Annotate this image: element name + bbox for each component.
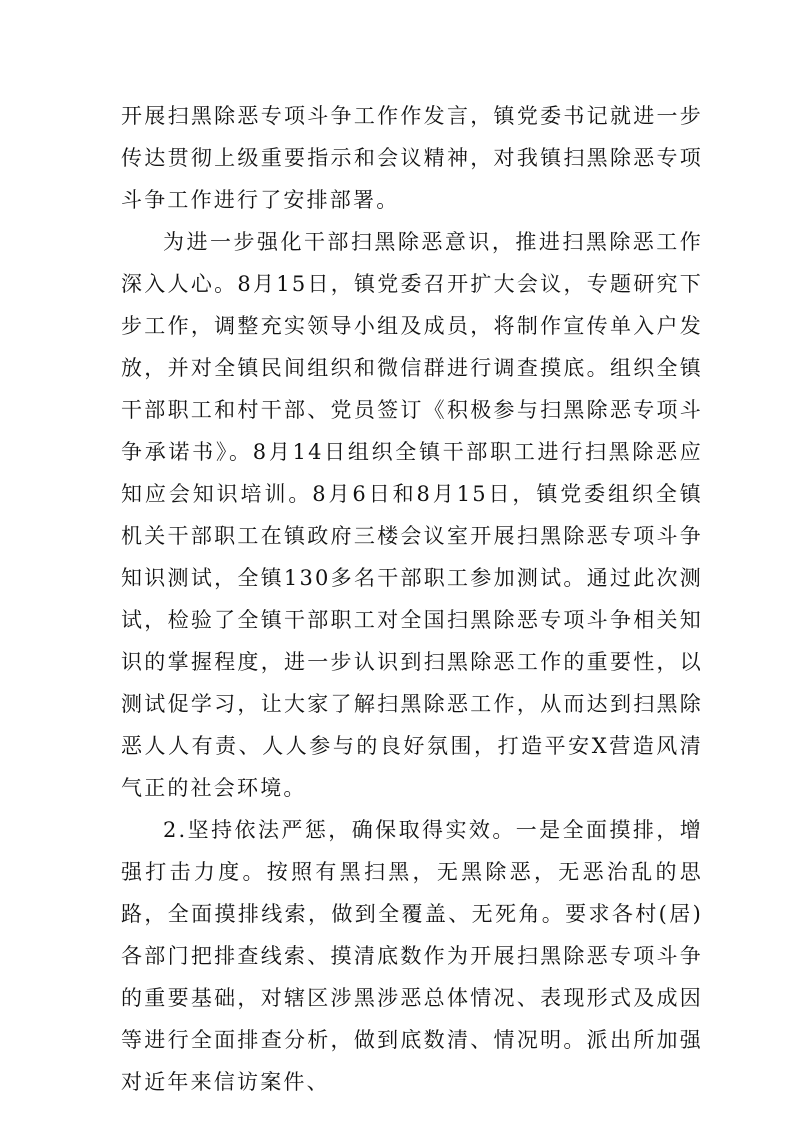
paragraph-awareness: 为进一步强化干部扫黑除恶意识，推进扫黑除恶工作深入人心。8月15日，镇党委召开扩大会议，专题研究下步工作，调整充实领导小组及成员，将制作宣传单入户发放，并对全镇民间组织和微信群进行调查摸底。组织全镇干部职工和村干部、党员签订《积极参与扫黑除恶专项斗争承诺书》。8月14日组织全镇干部职工进行扫黑除恶应知应会知识培训。8月6日和8月15日，镇党委组织全镇机关干部职工在镇政府三楼会议室开展扫黑除恶专项斗争知识测试，全镇130多名干部职工参加测试。通过此次测试，检验了全镇干部职工对全国扫黑除恶专项斗争相关知识的掌握程度，进一步认识到扫黑除恶工作的重要性，以测试促学习，让大家了解扫黑除恶工作，从而达到扫黑除恶人人有责、人人参与的良好氛围，打造平安X营造风清气正的社会环境。 — [121, 230, 703, 800]
document-body — [121, 95, 703, 1103]
paragraph-continuation: 开展扫黑除恶专项斗争工作作发言，镇党委书记就进一步传达贯彻上级重要指示和会议精神，对我镇扫黑除恶专项斗争工作进行了安排部署。 — [121, 104, 703, 212]
paragraph-strict-punishment: 2.坚持依法严惩，确保取得实效。一是全面摸排，增强打击力度。按照有黑扫黑，无黑除恶，无恶治乱的思路，全面摸排线索，做到全覆盖、无死角。要求各村(居)各部门把排查线索、摸清底数作为开展扫黑除恶专项斗争的重要基础，对辖区涉黑涉恶总体情况、表现形式及成因等进行全面排查分析，做到底数清、情况明。派出所加强对近年来信访案件、 — [121, 818, 703, 1094]
